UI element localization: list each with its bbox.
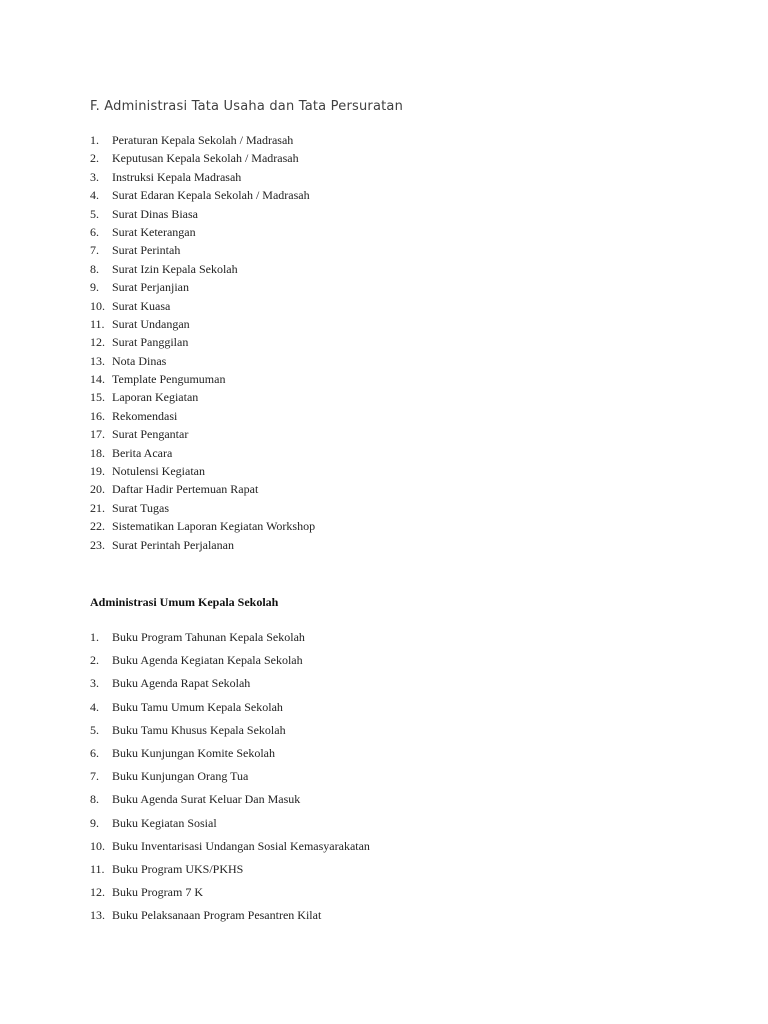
list-item-text: Buku Kunjungan Komite Sekolah	[112, 745, 275, 760]
list-item-number: 18.	[90, 445, 105, 460]
section-f-heading: F. Administrasi Tata Usaha dan Tata Persuratan	[90, 99, 404, 114]
list-item-text: Surat Tugas	[112, 500, 170, 515]
list-item-text: Nota Dinas	[112, 353, 167, 368]
list-item-text: Buku Tamu Umum Kepala Sekolah	[112, 699, 283, 714]
list-item-number: 11.	[90, 316, 105, 331]
list-item-text: Buku Kunjungan Orang Tua	[112, 769, 249, 784]
list-item-text: Buku Pelaksanaan Program Pesantren Kilat	[112, 908, 322, 923]
list-item-number: 19.	[90, 464, 105, 479]
list-item-number: 7.	[90, 769, 99, 784]
list-item-number: 12.	[90, 335, 105, 350]
list-item-text: Laporan Kegiatan	[112, 390, 199, 405]
list-item-text: Surat Izin Kepala Sekolah	[112, 261, 238, 276]
list-item-text: Daftar Hadir Pertemuan Rapat	[112, 482, 259, 497]
list-item-number: 3.	[90, 676, 99, 691]
list-item-text: Surat Perintah	[112, 243, 181, 258]
list-item-text: Berita Acara	[112, 445, 173, 460]
list-item-number: 5.	[90, 206, 99, 221]
list-item-number: 22.	[90, 519, 105, 534]
list-item-number: 17.	[90, 427, 105, 442]
list-item-number: 15.	[90, 390, 105, 405]
list-item-text: Buku Inventarisasi Undangan Sosial Kemasyarakatan	[112, 838, 370, 853]
list-item-number: 13.	[90, 908, 105, 923]
list-item-text: Buku Agenda Surat Keluar Dan Masuk	[112, 792, 301, 807]
list-item-number: 9.	[90, 815, 99, 830]
list-item-number: 10.	[90, 298, 105, 313]
list-item-number: 8.	[90, 792, 99, 807]
list-item-text: Surat Edaran Kepala Sekolah / Madrasah	[112, 188, 310, 203]
list-item-text: Surat Pengantar	[112, 427, 189, 442]
list-item-text: Buku Agenda Rapat Sekolah	[112, 676, 251, 691]
list-item-number: 21.	[90, 500, 105, 515]
list-item-number: 10.	[90, 838, 105, 853]
list-item-text: Sistematikan Laporan Kegiatan Workshop	[112, 519, 316, 534]
list-item-text: Surat Perintah Perjalanan	[112, 537, 234, 552]
list-item-number: 8.	[90, 261, 99, 276]
list-item-number: 20.	[90, 482, 105, 497]
list-item-number: 9.	[90, 280, 99, 295]
list-item-number: 2.	[90, 151, 99, 166]
list-item-text: Buku Kegiatan Sosial	[112, 815, 217, 830]
list-item-number: 16.	[90, 408, 105, 423]
list-item-number: 2.	[90, 653, 99, 668]
list-item-number: 4.	[90, 699, 99, 714]
list-item-number: 1.	[90, 630, 99, 644]
list-item-number: 4.	[90, 188, 99, 203]
list-item-text: Buku Tamu Khusus Kepala Sekolah	[112, 722, 286, 737]
list-item-text: Surat Panggilan	[112, 335, 189, 350]
list-item-number: 1.	[90, 133, 99, 147]
list-item-number: 7.	[90, 243, 99, 258]
list-item-number: 23.	[90, 537, 105, 552]
list-item-number: 11.	[90, 861, 105, 876]
list-item-text: Buku Program 7 K	[112, 885, 203, 900]
list-item-number: 13.	[90, 353, 105, 368]
list-item-text: Instruksi Kepala Madrasah	[112, 169, 242, 184]
section-b-heading: Administrasi Umum Kepala Sekolah	[90, 595, 279, 609]
list-item-text: Keputusan Kepala Sekolah / Madrasah	[112, 151, 299, 166]
list-item-number: 6.	[90, 224, 99, 239]
list-item-text: Peraturan Kepala Sekolah / Madrasah	[112, 133, 294, 147]
list-item-text: Surat Undangan	[112, 316, 190, 331]
list-item-text: Surat Dinas Biasa	[112, 206, 198, 221]
list-item-number: 12.	[90, 885, 105, 900]
list-item-text: Buku Program Tahunan Kepala Sekolah	[112, 630, 305, 644]
list-item-text: Rekomendasi	[112, 408, 178, 423]
list-item-text: Surat Kuasa	[112, 298, 171, 313]
list-item-number: 14.	[90, 372, 105, 387]
list-item-text: Notulensi Kegiatan	[112, 464, 205, 479]
list-item-text: Buku Agenda Kegiatan Kepala Sekolah	[112, 653, 303, 668]
list-item-text: Surat Perjanjian	[112, 280, 189, 295]
list-item-text: Template Pengumuman	[112, 372, 226, 387]
list-item-text: Surat Keterangan	[112, 224, 196, 239]
list-item-text: Buku Program UKS/PKHS	[112, 861, 244, 876]
list-item-number: 5.	[90, 722, 99, 737]
list-item-number: 3.	[90, 169, 99, 184]
list-item-number: 6.	[90, 745, 99, 760]
